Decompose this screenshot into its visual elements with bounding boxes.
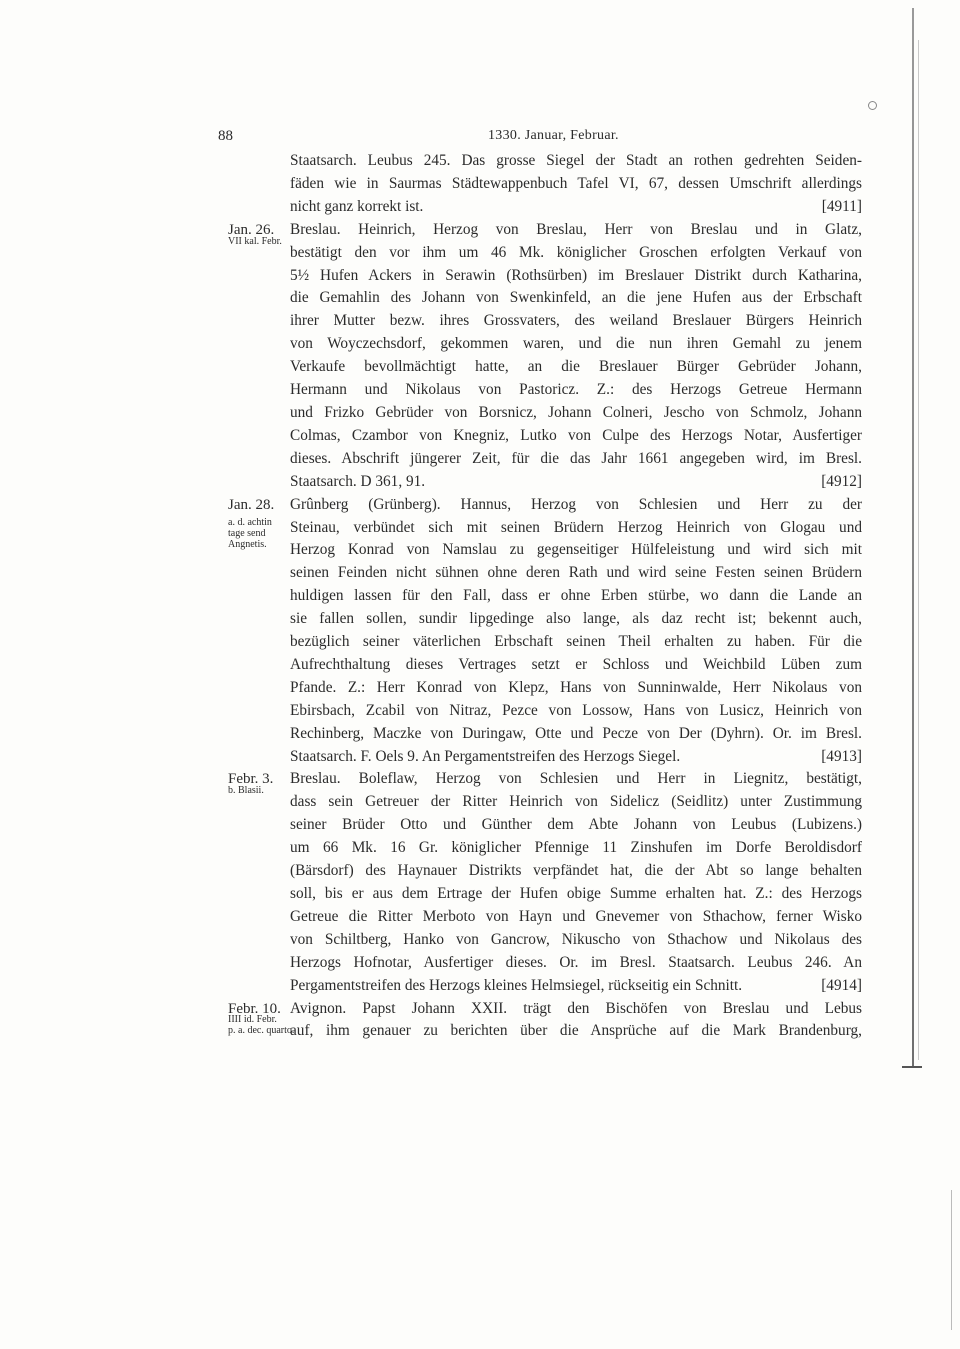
entry-number: [4912] (821, 472, 862, 490)
text-line: ihrer Mutter bezw. ihres Grossvaters, des weiland Breslauer Bürgers Heinrich (290, 312, 862, 330)
text-line: von Woyczechsdorf, gekommen waren, und die nun ihren Gemahl zu jenem (290, 335, 862, 353)
text-line: seinen Feinden nicht sühnen ohne deren Rath und wird seine Festen seinen Brüdern (290, 564, 862, 582)
margin-date-roman: Angnetis. (228, 538, 267, 550)
text-line: Pergamentstreifen des Herzogs kleines Helmsiegel, rückseitig ein Schnitt. [4914] (290, 975, 862, 998)
text-line: 5½ Hufen Ackers in Serawin (Rothsürben) im Breslauer Distrikt durch Katharina, (290, 266, 862, 284)
text-line: seiner Brüder Otto und Günther dem Abte Johann von Leubus (Lubizens.) (290, 816, 862, 834)
running-title: 1330. Januar, Februar. (488, 128, 619, 143)
text-line: huldigen lassen für den Fall, dass er ohne Erben stürbe, wo dann die Lande an (290, 587, 862, 605)
text-line: sie fallen sollen, sundir lipgedinge also lange, als daz recht ist; bekennt auch, (290, 610, 862, 628)
text-line: Breslau. Boleflaw, Herzog von Schlesien und Herr in Liegnitz, bestätigt, (290, 770, 862, 788)
text-line: auf, ihm genauer zu berichten über die Ansprüche auf die Mark Brandenburg, (290, 1022, 862, 1040)
text-line: Hermann und Nikolaus von Pastoricz. Z.: des Herzogs Getreue Hermann (290, 381, 862, 399)
scan-edge-mark (945, 1190, 952, 1330)
scan-edge-tick (902, 1066, 922, 1068)
text-line: dass sein Getreuer der Ritter Heinrich von Sidelicz (Seidlitz) unter Zustimmung (290, 793, 862, 811)
margin-date (228, 494, 290, 550)
text-line: Aufrechthaltung dieses Vertrages setzt er Schloss und Weichbild Lüben zum (290, 655, 862, 673)
entry-4914 (228, 768, 862, 997)
text-line: Rechinberg, Maczke von Duringaw, Otte und Pecze von Der (Dyhrn). Or. im Bresl. (290, 724, 862, 742)
text-line: Herzog Konrad von Namslau zu gegenseitiger Hülfeleistung und wird sich mit (290, 541, 862, 559)
entry-4912 (228, 219, 862, 494)
text-line: die Gemahlin des Johann von Swenkinfeld, an die jene Hufen aus der Erbschaft (290, 289, 862, 307)
entry-number: [4914] (821, 976, 862, 994)
text-line: Staatsarch. Leubus 245. Das grosse Siegel der Stadt an rothen gedrehten Seiden- (290, 152, 862, 169)
text-line: soll, bis er aus dem Ertrage der Hufen obige Summe erhalten hat. Z.: des Herzogs (290, 885, 862, 902)
text-line: Getreue die Ritter Merboto von Hayn und Gnevemer von Sthachow, ferner Wisko (290, 907, 862, 925)
margin-date-main: Febr. 3. (228, 771, 274, 788)
page-number: 88 (218, 128, 233, 144)
entry-4911 (290, 150, 862, 219)
text-line: nicht ganz korrekt ist. [4911] (290, 196, 862, 219)
entry-number: [4913] (821, 747, 862, 765)
text-line: bezüglich seiner väterlichen Erbschaft seinen Theil erhalten zu haben. Für die (290, 633, 862, 651)
scan-edge-line-faint (918, 40, 919, 1060)
text-line: Steinau, verbündet sich mit seinen Brüdern Herzog Heinrich von Glogau und (290, 518, 862, 536)
text-line: Staatsarch. F. Oels 9. An Pergamentstreifen des Herzogs Siegel. [4913] (290, 746, 862, 769)
page-header (0, 128, 900, 150)
margin-date-roman: p. a. dec. quarto. (228, 1025, 295, 1037)
margin-date-roman: IIII id. Febr. (228, 1014, 277, 1026)
text-line: bestätigt den vor ihm um 46 Mk. königlicher Groschen erfolgten Verkauf von (290, 243, 862, 261)
entry-number: [4911] (821, 197, 862, 215)
text-line: dieses. Abschrift jüngerer Zeit, für die das Jahr 1661 angegeben wird, im Bresl. (290, 449, 862, 467)
margin-date-roman: VII kal. Febr. (228, 235, 282, 247)
text-line: Colmas, Czambor von Knegniz, Lutko von Culpe des Herzogs Notar, Ausfertiger (290, 426, 862, 444)
text-line: und Frizko Gebrüder von Borsnicz, Johann Colneri, Jescho von Schmolz, Johann (290, 403, 862, 421)
margin-date-main: Jan. 26. (228, 221, 275, 238)
text-line: Herzogs Hofnotar, Ausfertiger dieses. Or. im Bresl. Staatsarch. Leubus 246. An (290, 953, 862, 971)
text-line: um 66 Mk. 16 Gr. königlicher Pfennige 11 Zinshufen im Dorfe Beroldisdorf (290, 839, 862, 857)
text-line: Breslau. Heinrich, Herzog von Breslau, Herr von Breslau und in Glatz, (290, 220, 862, 238)
text-line: fäden wie in Saurmas Städtewappenbuch Tafel VI, 67, dessen Umschrift allerdings (290, 174, 862, 192)
margin-date-roman: a. d. achtin (228, 516, 272, 528)
text-line: Verkaufe bevollmächtigt hatte, an die Breslauer Bürger Gebrüder Johann, (290, 358, 862, 376)
margin-date-main: Jan. 28. (228, 496, 275, 513)
margin-date-roman: b. Blasii. (228, 785, 264, 797)
scan-hole-mark (868, 101, 877, 110)
margin-date (228, 998, 295, 1037)
text-line: Grûnberg (Grünberg). Hannus, Herzog von Schlesien und Herr zu der (290, 495, 862, 513)
text-line: Ebirsbach, Zcabil von Nitraz, Pezce von Lossow, Hans von Lusicz, Heinrich von (290, 701, 862, 719)
margin-date-main: Febr. 10. (228, 1000, 281, 1017)
margin-date (228, 219, 290, 247)
entry-4915 (228, 998, 862, 1044)
text-line: von Schiltberg, Hanko von Gancrow, Nikuscho von Sthachow und Nikolaus des (290, 930, 862, 948)
text-line: (Bärsdorf) des Haynauer Distrikts verpfändet hat, die der Abt so lange behalten (290, 862, 862, 880)
scan-edge-line (912, 8, 914, 1068)
margin-date-roman: tage send (228, 527, 266, 539)
entry-4913 (228, 494, 862, 769)
text-line: Avignon. Papst Johann XXII. trägt den Bischöfen von Breslau und Lebus (290, 999, 862, 1017)
margin-date (228, 768, 290, 796)
text-line: Staatsarch. D 361, 91. [4912] (290, 471, 862, 494)
document-body (228, 150, 862, 1043)
text-line: Pfande. Z.: Herr Konrad von Klepz, Hans von Sunninwalde, Herr Nikolaus von (290, 678, 862, 696)
